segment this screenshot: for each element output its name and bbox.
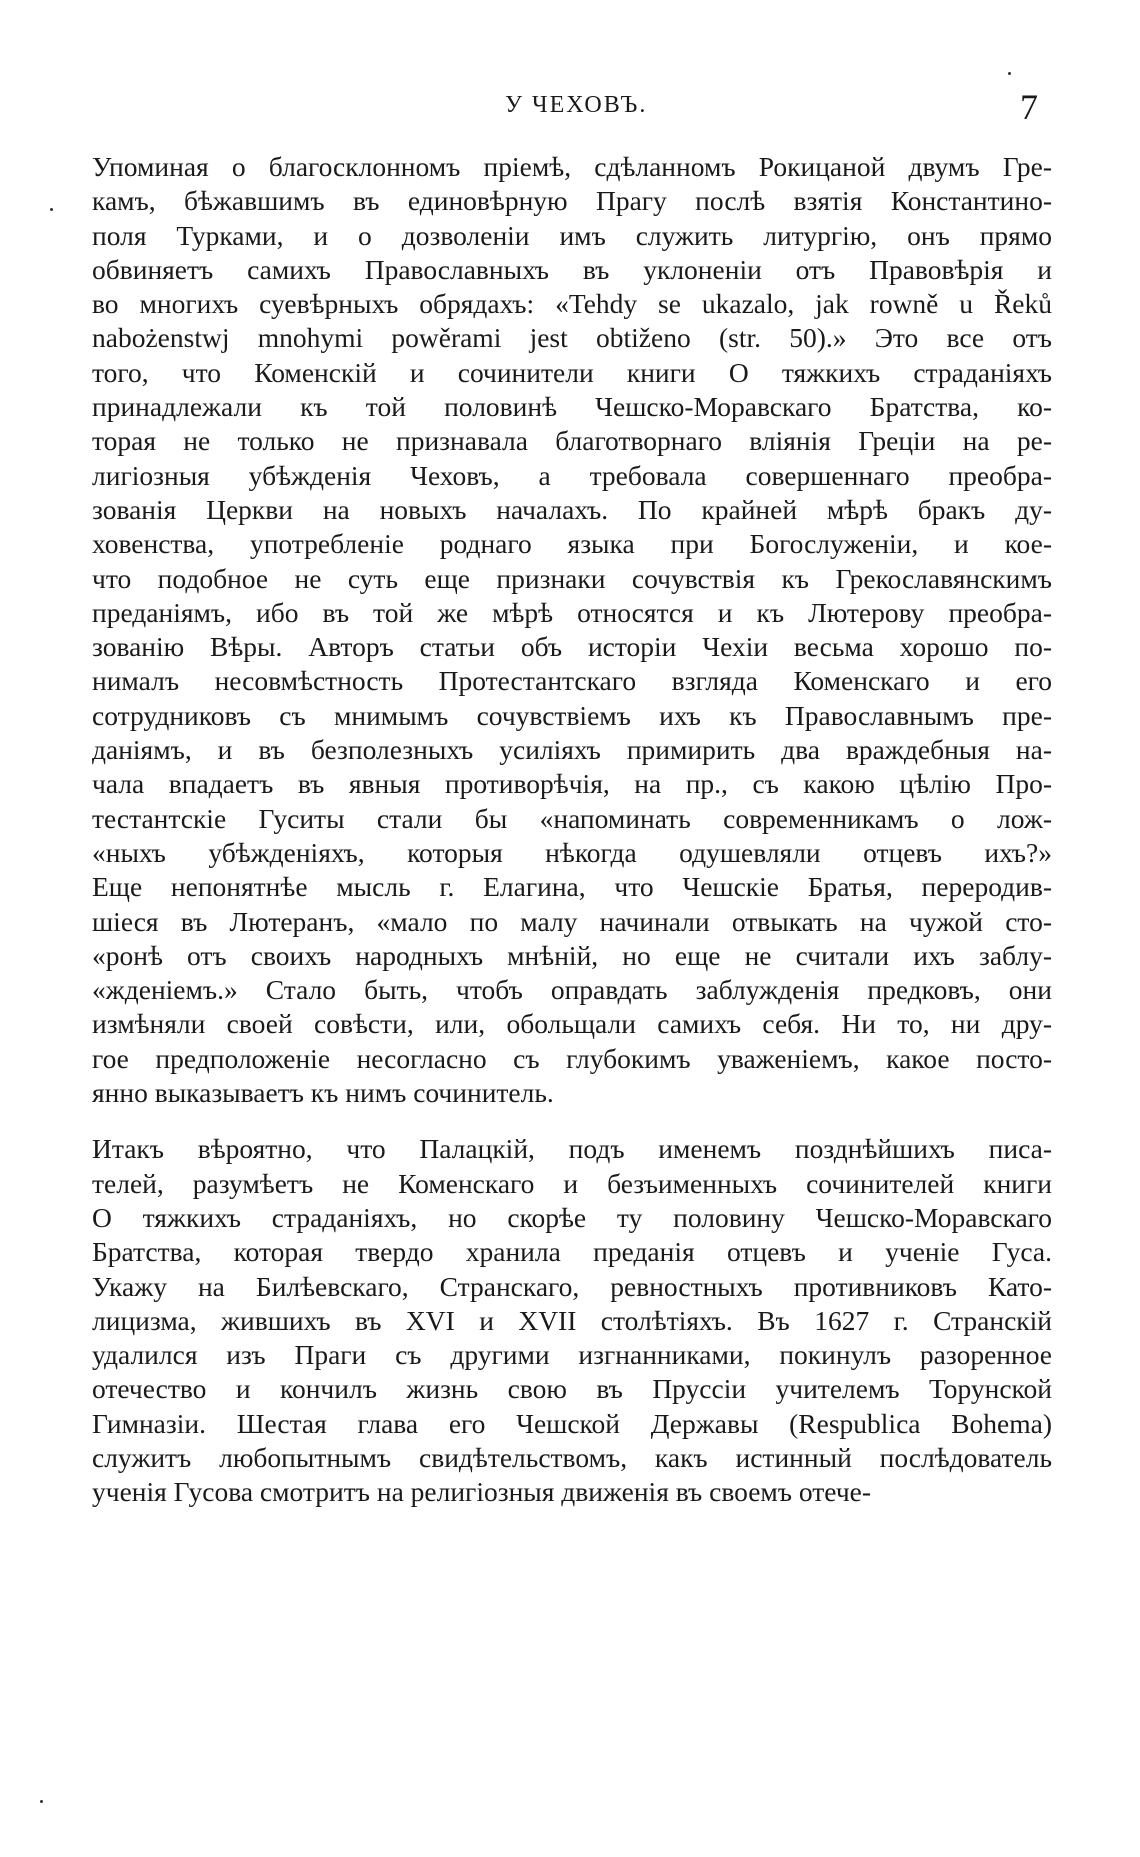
text-line: торая не только не признавала благотворнаго влiянiя Грецiи на ре- — [92, 425, 1052, 457]
text-line: зованiя Церкви на новыхъ началахъ. По крайней мѣрѣ бракъ ду- — [92, 493, 1052, 525]
text-line: Итакъ вѣроятно, что Палацкiй, подъ именемъ позднѣйшихъ писа- — [92, 1133, 1052, 1165]
page-number: 7 — [1020, 87, 1038, 127]
text-line: янно выказываетъ къ нимъ сочинитель. — [92, 1077, 554, 1109]
text-line: «жденiемъ.» Стало быть, чтобъ оправдать заблужденiя предковъ, они — [92, 974, 1052, 1006]
text-line: во многихъ суевѣрныхъ обрядахъ: «Tehdy se ukazalo, jak rowně u Řeků — [92, 288, 1052, 320]
text-line: гое предположенiе несогласно съ глубокимъ уваженiемъ, какое посто- — [92, 1042, 1052, 1074]
text-line: нималъ несовмѣстность Протестантскаго взгляда Коменскаго и его — [92, 665, 1052, 697]
text-line: поля Турками, и о дозволенiи имъ служить литургiю, онъ прямо — [92, 219, 1052, 251]
text-line: измѣняли своей совѣсти, или, обольщали самихъ себя. Ни то, ни дру- — [92, 1008, 1052, 1040]
body-text — [92, 150, 1052, 1510]
text-line: данiямъ, и въ безполезныхъ усилiяхъ примирить два враждебныя на- — [92, 734, 1052, 766]
text-line: удалился изъ Праги съ другими изгнанниками, покинулъ разоренное — [92, 1339, 1052, 1371]
text-line: служитъ любопытнымъ свидѣтельствомъ, какъ истинный послѣдователь — [92, 1441, 1052, 1473]
text-line: Укажу на Билѣевскаго, Странскаго, ревностныхъ противниковъ Като- — [92, 1270, 1052, 1302]
text-line: шiеся въ Лютеранъ, «мало по малу начинали отвыкать на чужой сто- — [92, 905, 1052, 937]
running-title: У ЧЕХОВЪ. — [505, 92, 648, 118]
print-speck — [40, 1800, 43, 1803]
text-line: камъ, бѣжавшимъ въ единовѣрную Прагу послѣ взятiя Константино- — [92, 185, 1052, 217]
text-line: обвиняетъ самихъ Православныхъ въ уклоненiи отъ Правовѣрiя и — [92, 253, 1052, 285]
running-head — [0, 87, 1140, 132]
text-line: преданiямъ, ибо въ той же мѣрѣ относятся и къ Лютерову преобра- — [92, 596, 1052, 628]
text-line: nabożenstwj mnohymi powěrami jest obtiženo (str. 50).» Это все отъ — [92, 322, 1052, 354]
text-line: О тяжкихъ страданiяхъ, но скорѣе ту половину Чешско-Моравскаго — [92, 1201, 1052, 1233]
text-line: отечество и кончилъ жизнь свою въ Пруссiи учителемъ Торунской — [92, 1373, 1052, 1405]
paragraph-2 — [92, 1132, 1052, 1509]
paragraph-1 — [92, 150, 1052, 1110]
text-line: Братства, которая твердо хранила преданiя отцевъ и ученiе Гуса. — [92, 1236, 1052, 1268]
text-line: сотрудниковъ съ мнимымъ сочувствiемъ ихъ къ Православнымъ пре- — [92, 699, 1052, 731]
text-line: «ронѣ отъ своихъ народныхъ мнѣнiй, но еще не считали ихъ заблу- — [92, 939, 1052, 971]
text-line: принадлежали къ той половинѣ Чешско-Моравскаго Братства, ко- — [92, 391, 1052, 423]
text-line: ховенства, употребленiе роднаго языка при Богослуженiи, и кое- — [92, 528, 1052, 560]
text-line: «ныхъ убѣжденiяхъ, которыя нѣкогда одушевляли отцевъ ихъ?» — [92, 836, 1052, 868]
text-line: того, что Коменскiй и сочинители книги О тяжкихъ страданiяхъ — [92, 356, 1052, 388]
print-speck — [50, 208, 53, 211]
text-line: тестантскiе Гуситы стали бы «напоминать современникамъ о лож- — [92, 802, 1052, 834]
print-speck — [1008, 72, 1011, 75]
text-line: Гимназiи. Шестая глава его Чешской Державы (Respublica Bohema) — [92, 1407, 1052, 1439]
text-line: телей, разумѣетъ не Коменскаго и безъименныхъ сочинителей книги — [92, 1167, 1052, 1199]
text-line: лицизма, жившихъ въ XVI и XVII столѣтiяхъ. Въ 1627 г. Странскiй — [92, 1304, 1052, 1336]
paragraph-gap — [92, 1110, 1052, 1132]
text-line: ученiя Гусова смотритъ на религiозныя движенiя въ своемъ отече- — [92, 1476, 872, 1508]
text-line: Еще непонятнѣе мысль г. Елагина, что Чешскiе Братья, переродив- — [92, 871, 1052, 903]
text-line: зованiю Вѣры. Авторъ статьи объ исторiи Чехiи весьма хорошо по- — [92, 631, 1052, 663]
text-line: чала впадаетъ въ явныя противорѣчiя, на пр., съ какою цѣлiю Про- — [92, 768, 1052, 800]
text-line: лигiозныя убѣжденiя Чеховъ, а требовала совершеннаго преобра- — [92, 459, 1052, 491]
text-line: Упоминая о благосклонномъ прiемѣ, сдѣланномъ Рокицаной двумъ Гре- — [92, 151, 1052, 182]
text-line: что подобное не суть еще признаки сочувствiя къ Грекославянскимъ — [92, 562, 1052, 594]
